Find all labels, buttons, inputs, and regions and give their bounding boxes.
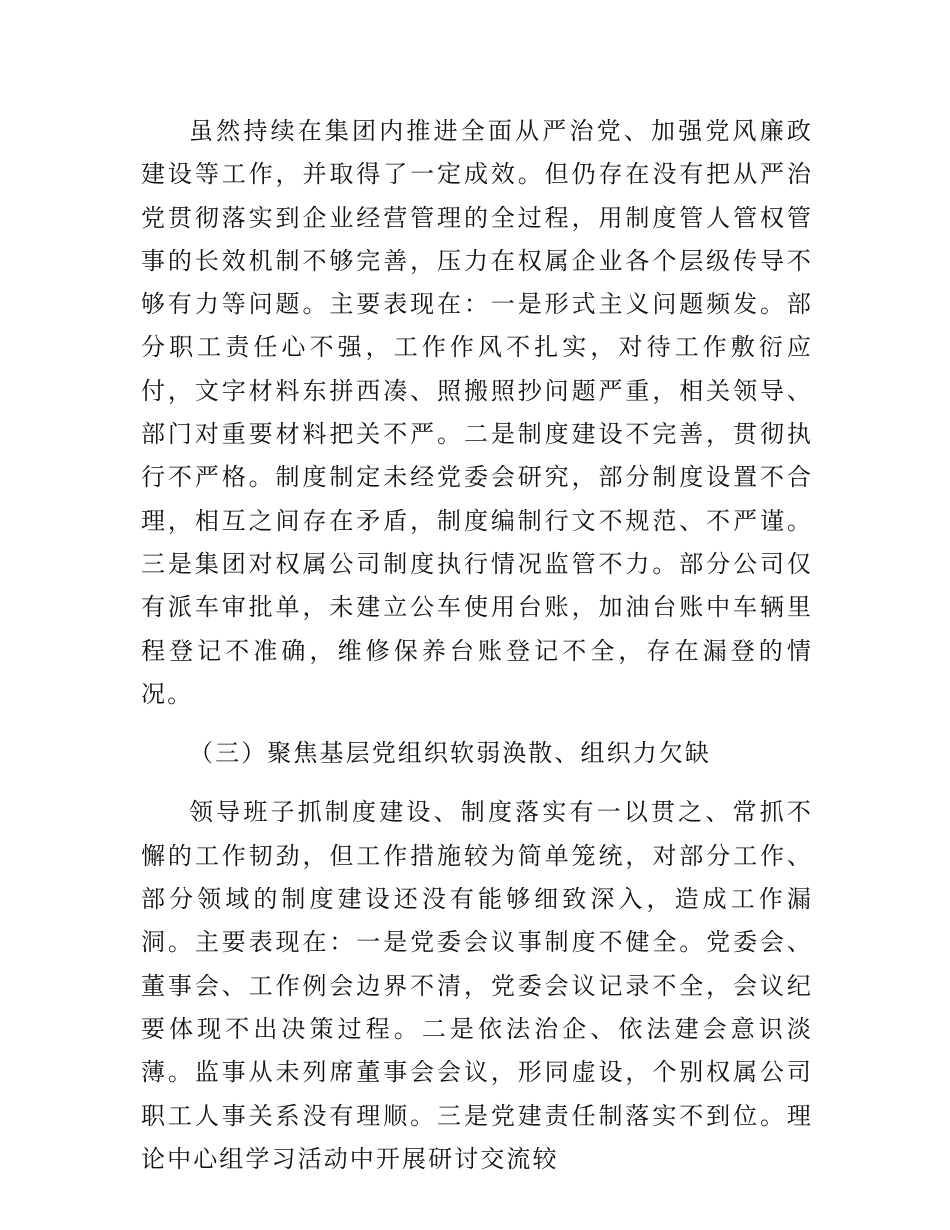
- body-paragraph-2: 领导班子抓制度建设、制度落实有一以贯之、常抓不懈的工作韧劲，但工作措施较为简单笼统，对部分工作、部分领域的制度建设还没有能够细致深入，造成工作漏洞。主要表现在：一是党委会议事制度不健全。党委会、董事会、工作例会边界不清，党委会议记录不全，会议纪要体现不出决策过程。二是依法治企、依法建会意识淡薄。监事从未列席董事会会议，形同虚设，个别权属公司职工人事关系没有理顺。三是党建责任制落实不到位。理论中心组学习活动中开展研讨交流较: [141, 798, 813, 1173]
- document-body: [141, 110, 813, 1181]
- body-paragraph-1: 虽然持续在集团内推进全面从严治党、加强党风廉政建设等工作，并取得了一定成效。但仍存在没有把从严治党贯彻落实到企业经营管理的全过程，用制度管人管权管事的长效机制不够完善，压力在权属企业各个层级传导不够有力等问题。主要表现在：一是形式主义问题频发。部分职工责任心不强，工作作风不扎实，对待工作敷衍应付，文字材料东拼西凑、照搬照抄问题严重，相关领导、部门对重要材料把关不严。二是制度建设不完善，贯彻执行不严格。制度制定未经党委会研究，部分制度设置不合理，相互之间存在矛盾，制度编制行文不规范、不严谨。三是集团对权属公司制度执行情况监管不力。部分公司仅有派车审批单，未建立公车使用台账，加油台账中车辆里程登记不准确，维修保养台账登记不全，存在漏登的情况。: [141, 117, 813, 708]
- section-heading: （三）聚焦基层党组织软弱涣散、组织力欠缺: [189, 739, 711, 768]
